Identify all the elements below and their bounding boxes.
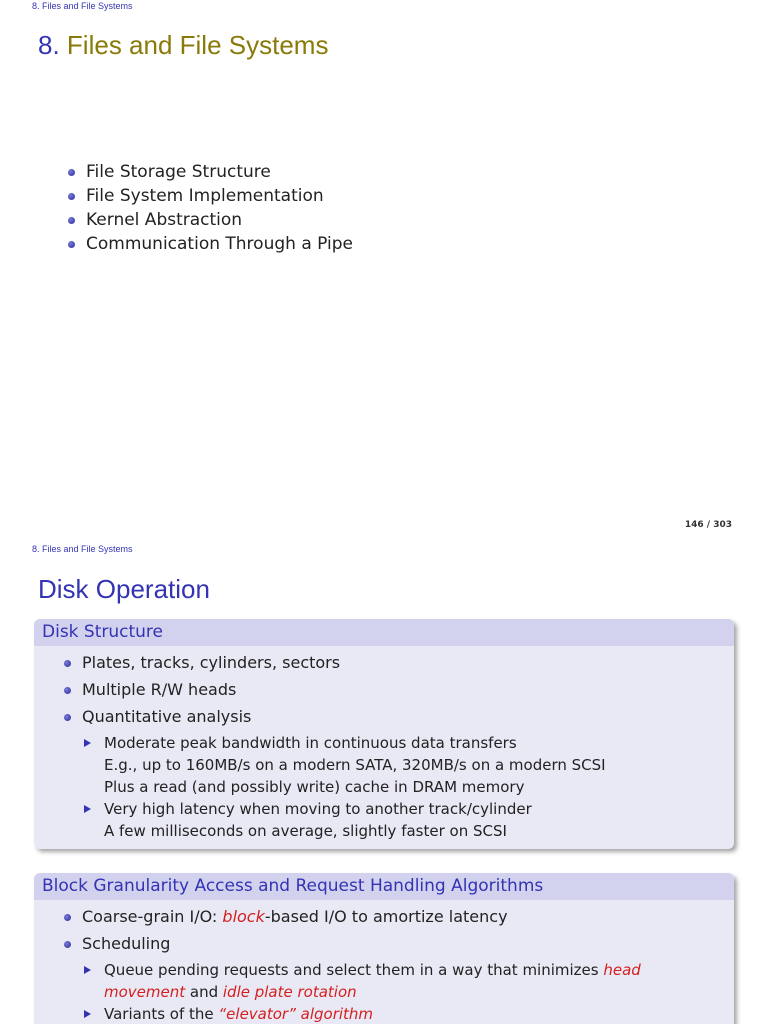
slide-disk-operation [0,543,768,1024]
section-title [38,30,328,61]
frame-title: Disk Operation [38,574,210,604]
block-access-block [34,873,734,1024]
list-item: Plates, tracks, cylinders, sectors [64,652,726,674]
alert-text: “elevator” algorithm [218,1005,374,1023]
toc-item[interactable]: Communication Through a Pipe [68,232,353,256]
table-of-contents [68,160,353,256]
triangle-bullet-icon [84,1010,91,1018]
bullet-icon [64,687,71,694]
bullet-icon [64,914,71,921]
breadcrumb[interactable]: 8. Files and File Systems [32,544,133,554]
sub-list-item: Queue pending requests and select them in a way that minimizes head movement and idle plate rotation [82,959,726,1003]
triangle-bullet-icon [84,966,91,974]
toc-item[interactable]: File Storage Structure [68,160,353,184]
sub-list-item: Very high latency when moving to another track/cylinder A few milliseconds on average, slightly faster on SCSI [82,798,726,842]
bullet-icon [64,660,71,667]
section-number: 8. [38,30,60,60]
list-item: Scheduling Queue pending requests and select them in a way that minimizes head movement and idle plate rotation Variants of the “elevator” algorithm [64,933,726,1024]
alert-text: head movement [104,961,641,1001]
alert-text: idle plate rotation [222,983,357,1001]
section-title-text: Files and File Systems [66,30,329,60]
bullet-icon [64,941,71,948]
list-item: Multiple R/W heads [64,679,726,701]
toc-item[interactable]: File System Implementation [68,184,353,208]
bullet-icon [68,169,75,176]
toc-item[interactable]: Kernel Abstraction [68,208,353,232]
triangle-bullet-icon [84,805,91,813]
block-title: Disk Structure [34,619,734,646]
block-title: Block Granularity Access and Request Handling Algorithms [34,873,734,900]
bullet-icon [68,193,75,200]
sub-list-item: Moderate peak bandwidth in continuous data transfers E.g., up to 160MB/s on a modern SATA, 320MB/s on a modern SCSI Plus a read (and possibly write) cache in DRAM memory [82,732,726,798]
alert-text: block [222,907,265,926]
list-item: Coarse-grain I/O: block-based I/O to amortize latency [64,906,726,928]
bullet-icon [68,217,75,224]
triangle-bullet-icon [84,739,91,747]
breadcrumb[interactable]: 8. Files and File Systems [32,1,133,11]
page-number: 146 / 303 [684,520,732,530]
bullet-icon [64,714,71,721]
disk-structure-block [34,619,734,849]
list-item: Quantitative analysis Moderate peak bandwidth in continuous data transfers E.g., up to 160MB/s on a modern SATA, 320MB/s on a modern SCSI Plus a read (and possibly write) cache in DRAM memory Very high latency when moving to another track/cylinder A few milliseconds on average, slightly faster on SCSI [64,706,726,842]
bullet-icon [68,241,75,248]
sub-list-item: Variants of the “elevator” algorithm [82,1003,726,1024]
